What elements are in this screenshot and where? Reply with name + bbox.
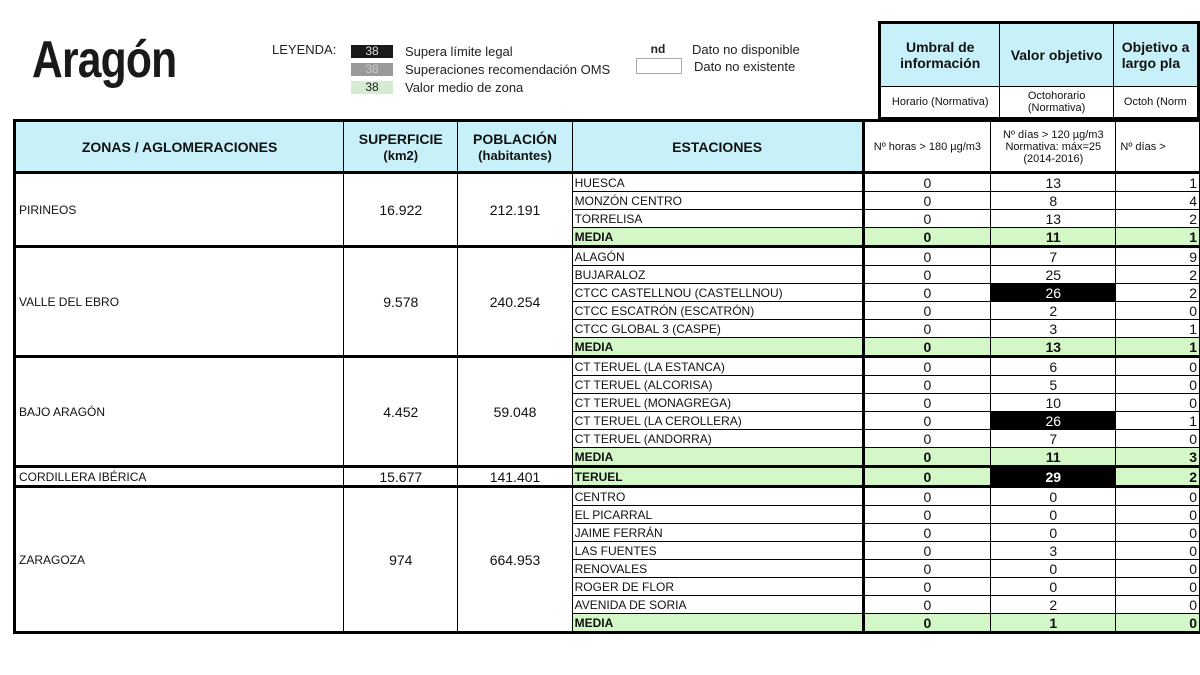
header-superficie-label: SUPERFICIE xyxy=(358,130,443,147)
legend-swatch-nd: nd xyxy=(636,43,680,56)
objetivo-value: 0 xyxy=(1116,542,1200,560)
header-umbral: Umbral de información xyxy=(880,23,1000,87)
valor-objetivo-value: 0 xyxy=(991,578,1116,596)
legend-item-zone-average xyxy=(351,79,523,95)
station-name: CT TERUEL (ANDORRA) xyxy=(572,430,863,448)
valor-objetivo-value: 1 xyxy=(991,614,1116,633)
legend-item-oms xyxy=(351,61,610,77)
umbral-metric: Nº horas > 180 µg/m3 xyxy=(863,121,991,173)
zone-name: PIRINEOS xyxy=(15,173,344,247)
header-superficie-unit: (km2) xyxy=(383,147,419,163)
legend-item-not-available xyxy=(636,41,800,57)
header-poblacion-unit: (habitantes) xyxy=(478,147,552,163)
umbral-value: 0 xyxy=(863,578,991,596)
zone-poblacion: 141.401 xyxy=(458,467,572,487)
station-name: EL PICARRAL xyxy=(572,506,863,524)
station-name: CT TERUEL (MONAGREGA) xyxy=(572,394,863,412)
table-row xyxy=(15,357,1200,376)
valor-objetivo-value: 8 xyxy=(991,192,1116,210)
zone-superficie: 974 xyxy=(344,487,458,633)
umbral-value: 0 xyxy=(863,266,991,284)
legend-swatch-empty xyxy=(636,58,682,74)
objetivo-value: 0 xyxy=(1116,506,1200,524)
valor-objetivo-value: 0 xyxy=(991,560,1116,578)
valor-objetivo-value: 0 xyxy=(991,506,1116,524)
objetivo-value: 1 xyxy=(1116,412,1200,430)
umbral-value: 0 xyxy=(863,614,991,633)
station-name: HUESCA xyxy=(572,173,863,192)
station-name: BUJARALOZ xyxy=(572,266,863,284)
pollutant-header-table xyxy=(878,21,1200,120)
valor-objetivo-value: 0 xyxy=(991,487,1116,506)
objetivo-value: 1 xyxy=(1116,228,1200,247)
umbral-value: 0 xyxy=(863,542,991,560)
valor-objetivo-value: 26 xyxy=(991,284,1116,302)
ozone-data-table xyxy=(13,119,1200,634)
objetivo-subheader: Octoh (Norm xyxy=(1113,87,1198,119)
objetivo-value: 4 xyxy=(1116,192,1200,210)
legend-text: Dato no disponible xyxy=(692,41,800,57)
valor-objetivo-value: 0 xyxy=(991,524,1116,542)
umbral-value: 0 xyxy=(863,320,991,338)
header-poblacion xyxy=(458,121,572,173)
table-row-media xyxy=(15,467,1200,487)
station-name: CT TERUEL (LA ESTANCA) xyxy=(572,357,863,376)
station-name: CTCC ESCATRÓN (ESCATRÓN) xyxy=(572,302,863,320)
station-name: MEDIA xyxy=(572,338,863,357)
station-name: CTCC CASTELLNOU (CASTELLNOU) xyxy=(572,284,863,302)
objetivo-value: 1 xyxy=(1116,320,1200,338)
objetivo-value: 2 xyxy=(1116,266,1200,284)
legend-text: Valor medio de zona xyxy=(405,79,524,95)
objetivo-value: 0 xyxy=(1116,430,1200,448)
station-name: CT TERUEL (ALCORISA) xyxy=(572,376,863,394)
zone-superficie: 15.677 xyxy=(344,467,458,487)
valor-objetivo-value: 13 xyxy=(991,210,1116,228)
valor-objetivo-value: 13 xyxy=(991,173,1116,192)
legend-text: Superaciones recomendación OMS xyxy=(405,61,611,77)
header-superficie xyxy=(344,121,458,173)
umbral-value: 0 xyxy=(863,192,991,210)
station-name: CENTRO xyxy=(572,487,863,506)
zone-poblacion: 240.254 xyxy=(458,247,572,357)
umbral-value: 0 xyxy=(863,228,991,247)
zone-poblacion: 59.048 xyxy=(458,357,572,467)
umbral-value: 0 xyxy=(863,302,991,320)
valor-objetivo-value: 26 xyxy=(991,412,1116,430)
objetivo-value: 0 xyxy=(1116,302,1200,320)
objetivo-value: 2 xyxy=(1116,467,1200,487)
valor-objetivo-value: 5 xyxy=(991,376,1116,394)
objetivo-metric: Nº días > xyxy=(1116,121,1200,173)
header-valor-objetivo: Valor objetivo xyxy=(1000,23,1113,87)
valor-objetivo-value: 7 xyxy=(991,430,1116,448)
station-name: TORRELISA xyxy=(572,210,863,228)
umbral-value: 0 xyxy=(863,430,991,448)
legend-swatch-black: 38 xyxy=(351,45,393,58)
umbral-value: 0 xyxy=(863,448,991,467)
valor-objetivo-value: 13 xyxy=(991,338,1116,357)
objetivo-value: 9 xyxy=(1116,247,1200,266)
valor-objetivo-value: 11 xyxy=(991,448,1116,467)
station-name: ROGER DE FLOR xyxy=(572,578,863,596)
legend-label: LEYENDA: xyxy=(272,42,337,57)
legend-item-not-existing xyxy=(636,58,795,74)
station-name: MEDIA xyxy=(572,448,863,467)
zone-name: ZARAGOZA xyxy=(15,487,344,633)
umbral-value: 0 xyxy=(863,173,991,192)
legend-swatch-grey: 38 xyxy=(351,63,393,76)
station-name: AVENIDA DE SORIA xyxy=(572,596,863,614)
objetivo-value: 0 xyxy=(1116,357,1200,376)
valor-objetivo-value: 2 xyxy=(991,596,1116,614)
header-zonas: ZONAS / AGLOMERACIONES xyxy=(15,121,344,173)
station-name: JAIME FERRÁN xyxy=(572,524,863,542)
header-poblacion-label: POBLACIÓN xyxy=(473,130,558,147)
zone-poblacion: 212.191 xyxy=(458,173,572,247)
zone-superficie: 16.922 xyxy=(344,173,458,247)
zone-name: BAJO ARAGÓN xyxy=(15,357,344,467)
zone-superficie: 9.578 xyxy=(344,247,458,357)
umbral-value: 0 xyxy=(863,394,991,412)
station-name: CT TERUEL (LA CEROLLERA) xyxy=(572,412,863,430)
legend-text: Supera límite legal xyxy=(405,43,513,59)
valor-objetivo-value: 7 xyxy=(991,247,1116,266)
station-name: MEDIA xyxy=(572,228,863,247)
valor-subheader: Octohorario (Normativa) xyxy=(1000,87,1113,119)
station-name: LAS FUENTES xyxy=(572,542,863,560)
umbral-value: 0 xyxy=(863,210,991,228)
umbral-value: 0 xyxy=(863,357,991,376)
zone-name: VALLE DEL EBRO xyxy=(15,247,344,357)
table-row xyxy=(15,173,1200,192)
valor-objetivo-value: 2 xyxy=(991,302,1116,320)
page-title: Aragón xyxy=(32,31,177,89)
legend-text: Dato no existente xyxy=(694,58,796,74)
station-name: MONZÓN CENTRO xyxy=(572,192,863,210)
umbral-value: 0 xyxy=(863,467,991,487)
valor-metric: Nº días > 120 µg/m3 Normativa: máx=25 (2014-2016) xyxy=(991,121,1116,173)
zone-name: CORDILLERA IBÉRICA xyxy=(15,467,344,487)
objetivo-value: 0 xyxy=(1116,394,1200,412)
zone-superficie: 4.452 xyxy=(344,357,458,467)
valor-objetivo-value: 10 xyxy=(991,394,1116,412)
objetivo-value: 2 xyxy=(1116,210,1200,228)
umbral-value: 0 xyxy=(863,376,991,394)
objetivo-value: 0 xyxy=(1116,578,1200,596)
umbral-value: 0 xyxy=(863,560,991,578)
legend-item-legal-limit xyxy=(351,43,513,59)
umbral-subheader: Horario (Normativa) xyxy=(880,87,1000,119)
objetivo-value: 0 xyxy=(1116,487,1200,506)
umbral-value: 0 xyxy=(863,487,991,506)
table-row xyxy=(15,247,1200,266)
umbral-value: 0 xyxy=(863,247,991,266)
station-name: TERUEL xyxy=(572,467,863,487)
station-name: MEDIA xyxy=(572,614,863,633)
valor-objetivo-value: 25 xyxy=(991,266,1116,284)
valor-objetivo-value: 3 xyxy=(991,542,1116,560)
objetivo-value: 0 xyxy=(1116,596,1200,614)
header-estaciones: ESTACIONES xyxy=(572,121,863,173)
legend-swatch-green: 38 xyxy=(351,81,393,94)
station-name: RENOVALES xyxy=(572,560,863,578)
umbral-value: 0 xyxy=(863,412,991,430)
objetivo-value: 0 xyxy=(1116,524,1200,542)
umbral-value: 0 xyxy=(863,506,991,524)
objetivo-value: 1 xyxy=(1116,338,1200,357)
objetivo-value: 0 xyxy=(1116,614,1200,633)
umbral-value: 0 xyxy=(863,596,991,614)
valor-objetivo-value: 11 xyxy=(991,228,1116,247)
umbral-value: 0 xyxy=(863,284,991,302)
zone-poblacion: 664.953 xyxy=(458,487,572,633)
header-objetivo-largo-plazo: Objetivo a largo pla xyxy=(1113,23,1198,87)
objetivo-value: 3 xyxy=(1116,448,1200,467)
objetivo-value: 0 xyxy=(1116,376,1200,394)
station-name: ALAGÓN xyxy=(572,247,863,266)
objetivo-value: 0 xyxy=(1116,560,1200,578)
valor-objetivo-value: 3 xyxy=(991,320,1116,338)
valor-objetivo-value: 29 xyxy=(991,467,1116,487)
umbral-value: 0 xyxy=(863,338,991,357)
station-name: CTCC GLOBAL 3 (CASPE) xyxy=(572,320,863,338)
table-row xyxy=(15,487,1200,506)
objetivo-value: 1 xyxy=(1116,173,1200,192)
valor-objetivo-value: 6 xyxy=(991,357,1116,376)
umbral-value: 0 xyxy=(863,524,991,542)
objetivo-value: 2 xyxy=(1116,284,1200,302)
